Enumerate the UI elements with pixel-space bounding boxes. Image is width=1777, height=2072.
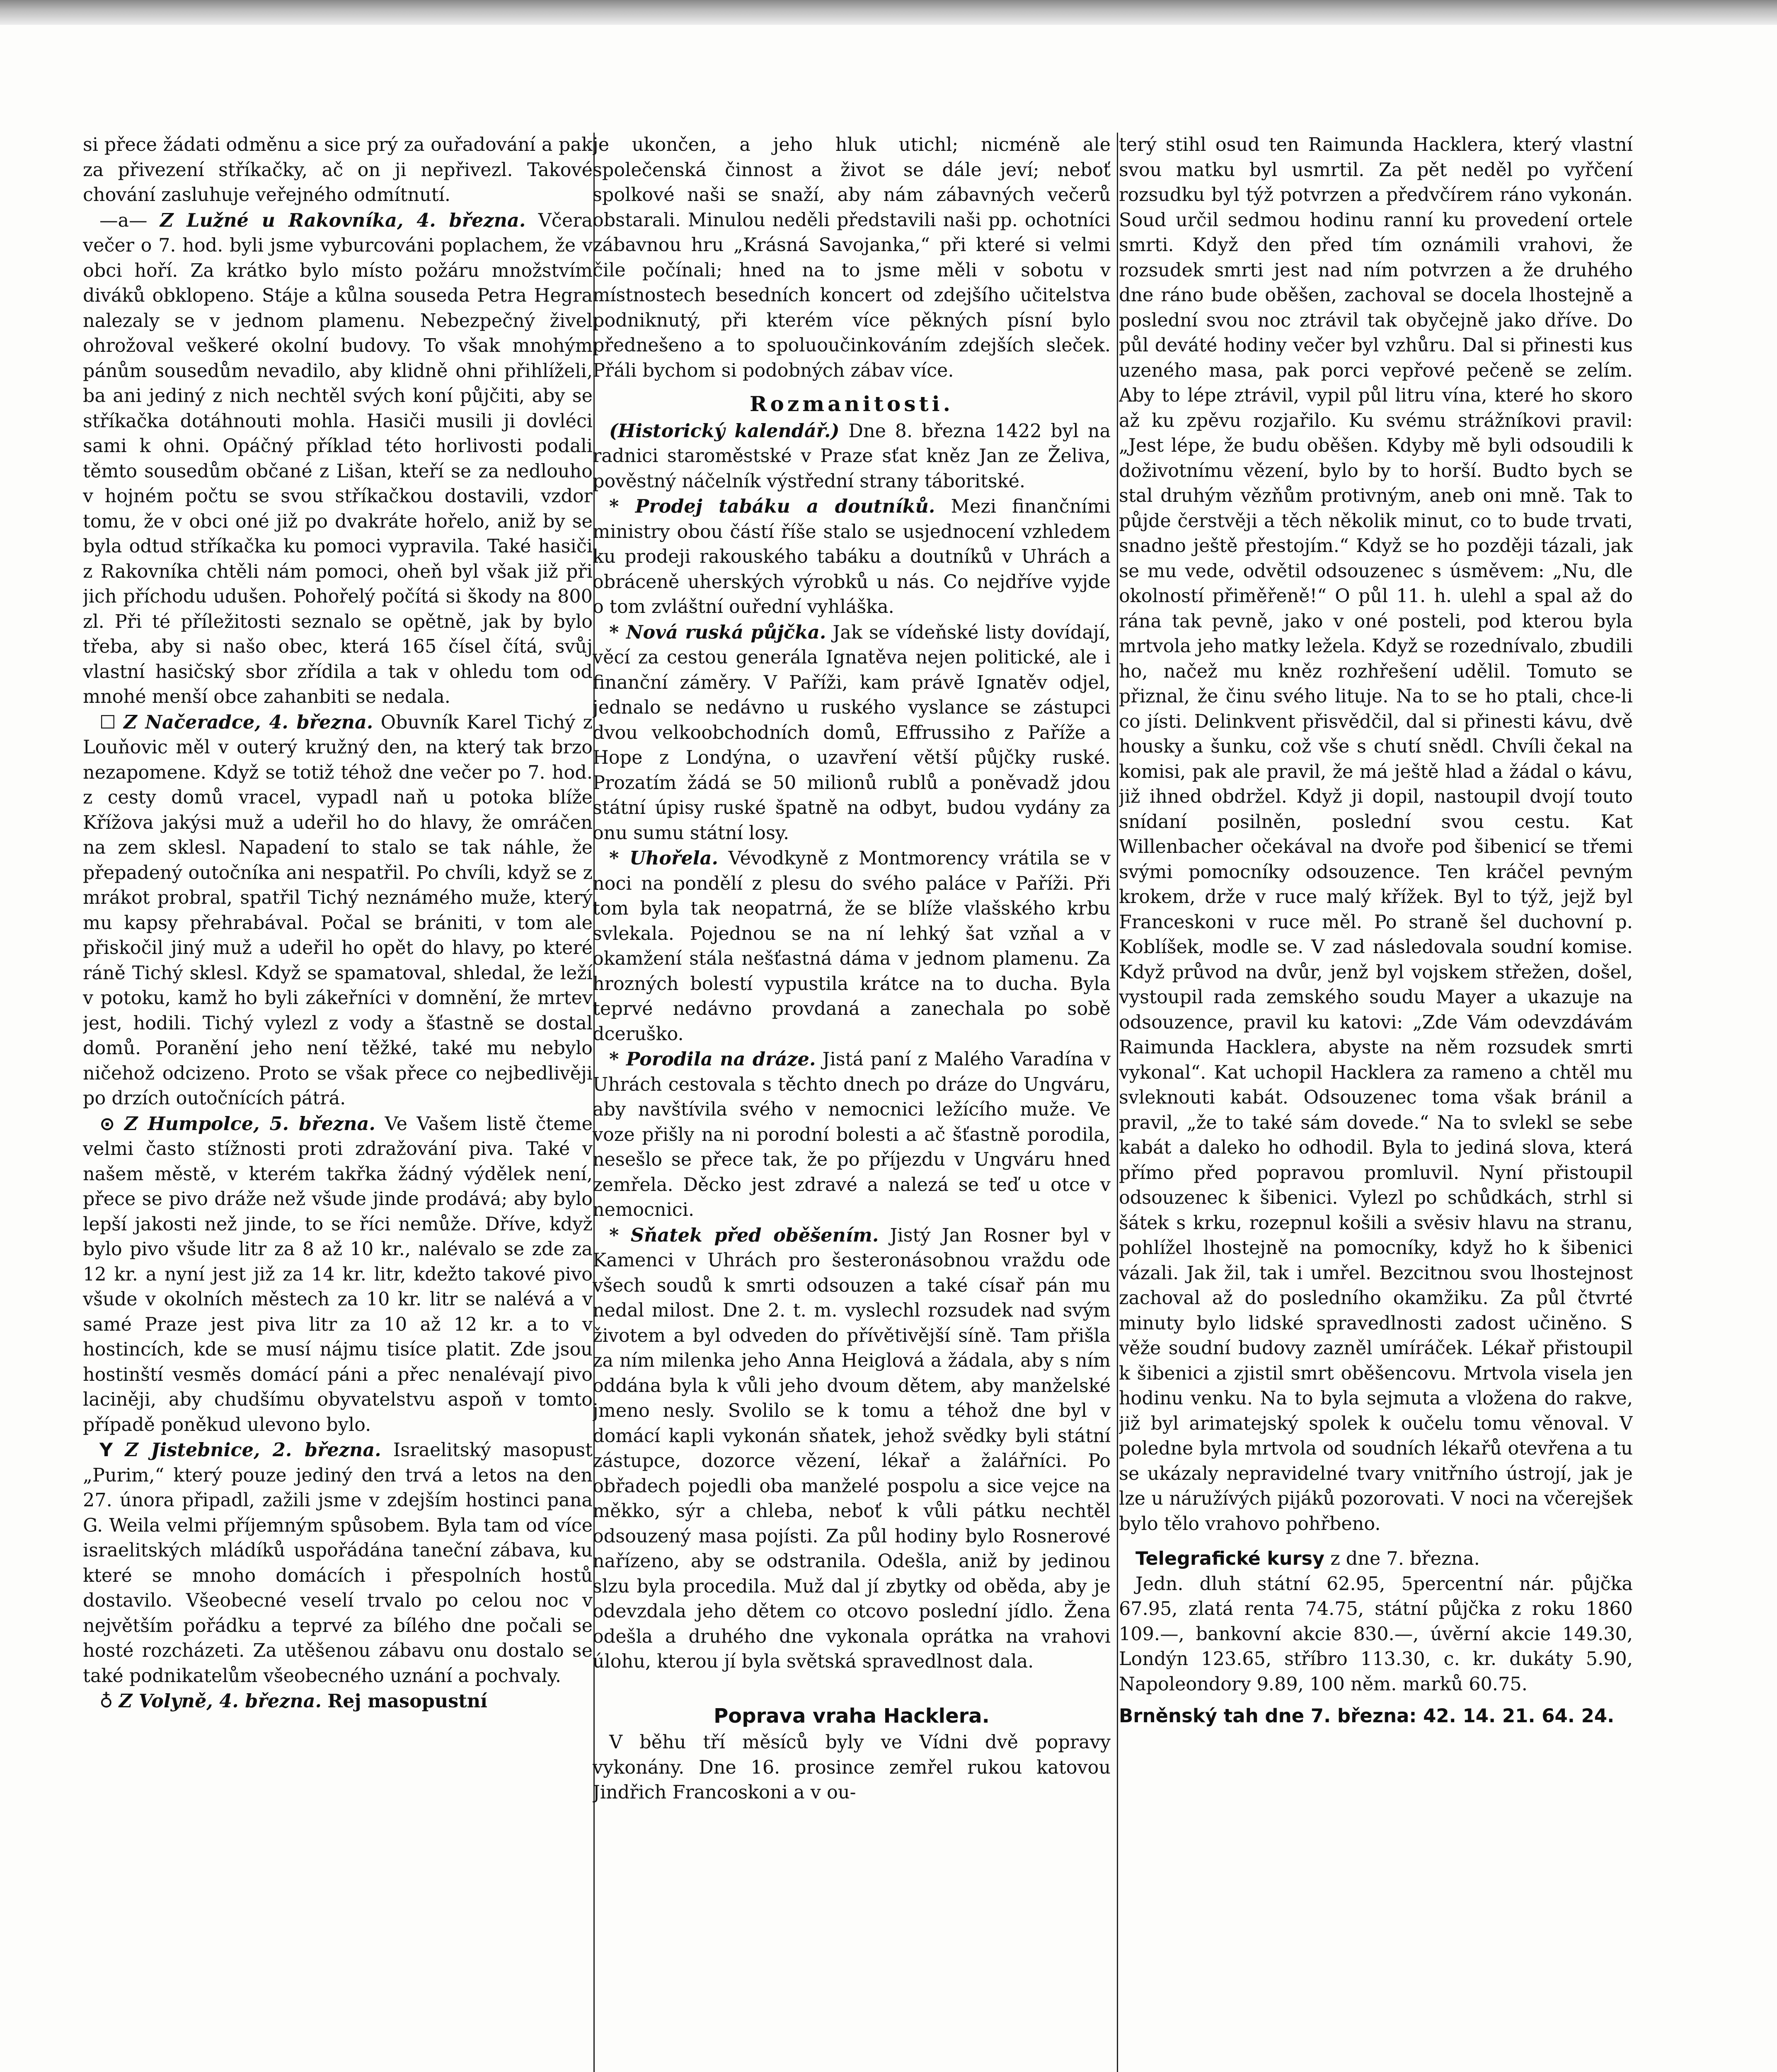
circle-dot-symbol-icon: ⊙ <box>99 1113 115 1135</box>
news-item <box>83 710 593 1111</box>
exchange-rates <box>1119 1547 1633 1572</box>
news-text: Jistý Jan Rosner byl v Kamenci v Uhrách pro šesteronásobnou vraždu ode všech soudů k smrti odsouzen a také císař pán mu nedal milost. Dne 2. t. m. vyslechl rozsudek nad svým životem a byl odveden do přívětivější síně. Tam přišla za ním milenka jeho Anna Heiglová a žádala, aby s ním oddána byla k vůli jeho dvoum dětem, aby manželské jmeno nesly. Svolilo se k tomu a téhož dne byl v domácí kapli vykonán sňatek, jehož svědky byli státní zástupce, dozorce vězení, lékař a žalářníci. Po obřadech pojedli oba manželé pospolu a sice vejce na měkko, sýr a chleba, neboť k vůli pátku nechtěl odsouzený masa pojísti. Za půl hodiny bylo Rosnerové nařízeno, aby se odstranila. Odešla, aniž by jedinou slzu byla procedila. Muž dal jí zbytky od oběda, aby je odevzdala jeho dětem co otcovo poslední jídlo. Žena odešla a druhého dne vykonala oprátka na vrahovi úlohu, kterou jí byla světská spravedlnost dala. <box>593 1225 1111 1672</box>
news-text: Jak se vídeňské listy dovídají, věcí za cestou generála Ignatěva nejen politické, ale i finanční záměry. V Paříži, kam právě Ignatěv odjel, jednalo se nedávno u ruského vyslance se zástupci dvou velkoobchodních domů, Effrussiho z Paříže a Hope z Londýna, o uzavření větší půjčky ruské. Prozatím žádá se 50 milionů rublů a poněvadž jdou státní úpisy ruské špatně na odbyt, budou vydány za onu sumu státní losy. <box>593 622 1111 844</box>
item-lead: * Sňatek před oběšením. <box>609 1224 879 1246</box>
news-item <box>593 1047 1111 1223</box>
square-symbol-icon: ☐ <box>99 712 116 733</box>
news-item <box>593 620 1111 846</box>
y-symbol-icon: Y <box>99 1440 113 1461</box>
dateline: Z Jistebnice, 2. března. <box>125 1439 381 1461</box>
author-sign: —a— <box>99 210 148 231</box>
item-lead: (Historický kalendář.) <box>609 420 840 442</box>
exchange-rates-heading: Telegrafické kursy <box>1135 1548 1325 1569</box>
news-text: Dne 8. března 1422 byl na radnici staroměstské v Praze sťat kněz Jan ze Želiva, pověstný náčelník výstřední strany táboritské. <box>593 420 1111 492</box>
dateline: Z Volyně, 4. března. <box>119 1690 322 1712</box>
news-text: Rej masopustní <box>327 1690 488 1712</box>
news-text: Israelitský masopust „Purim,“ který pouze jediný den trvá a letos na den 27. února připadl, zažili jsme v zdejším hostinci pana G. Weila velmi příjemným spůsobem. Byla tam od více israelitských mládíků uspořádána taneční zábava, ku které se mnoho domácích i přespolních hostů dostavilo. Všeobecné veselí trvalo po celou noc v největším pořádku a teprvé za bílého dne počali se hosté rozcházeti. Za utěšenou zábavu onu dostalo se také podnikatelům všeobecného uznání a pochvaly. <box>83 1440 593 1687</box>
exchange-rates-text: Jedn. dluh státní 62.95, 5percentní nár. půjčka 67.95, zlatá renta 74.75, státní půjčka z roku 1860 109.—, bankovní akcie 830.—, úvěrní akcie 149.30, Londýn 123.65, stříbro 113.30, c. kr. dukáty 5.90, Napoleondory 9.89, 100 něm. marků 60.75. <box>1119 1573 1633 1695</box>
item-lead: * Nová ruská půjčka. <box>609 621 826 643</box>
item-lead: * Prodej tabáku a doutníků. <box>609 496 935 517</box>
news-paragraph: je ukončen, a jeho hluk utichl; nicméně ale společenská činnost a život se dále jeví; neboť spolkové naši se snaží, aby nám zábavných večerů obstarali. Minulou neděli představili naši pp. ochotníci zábavnou hru „Krásná Savojanka,“ při které si velmi čile počínali; hned na to jsme měli v sobotu v místnostech besedních koncert od zdejšího učitelstva podniknutý, při kterém více pěkných písní bylo přednešeno a to spoluoučinkováním zdejších sleček. Přáli bychom si podobných zábav více. <box>593 134 1111 381</box>
dateline: Z Humpolce, 5. března. <box>124 1113 375 1135</box>
column-3 <box>1119 133 1633 2072</box>
news-text: Včera večer o 7. hod. byli jsme vyburcováni poplachem, že v obci hoří. Za krátko bylo místo požáru množstvím diváků obklopeno. Stáje a kůlna souseda Petra Hegra nalezaly se v jednom plamenu. Nebezpečný živel ohrožoval veškeré okolní budovy. To však mnohým pánům sousedům nevadilo, aby klidně ohni přihlíželi, ba ani jediný z nich nechtěl svých koní půjčiti, aby se stříkačka dotáhnouti mohla. Hasiči musili ji dovléci sami k ohni. Opáčný příklad této horlivosti podali těmto sousedům občané z Lišan, kteří se za nedlouho v hojném počtu se svou stříkačkou dostavili, vzdor tomu, že v obci oné již po dvakráte hořelo, aniž by se byla odtud stříkačka ku pomoci vypravila. Také hasiči z Rakovníka chtěli nám pomoci, oheň byl však již při jich příchodu udušen. Pohořelý počítá si škody na 800 zl. Při té příležitosti seznalo se opětně, jak by bylo třeba, aby si našo obec, která 165 čísel čítá, svůj vlastní hasičský sbor zřídila a tak v ohledu tom od mnohé menší obce zahanbiti se nedala. <box>83 210 593 707</box>
item-lead: * Porodila na dráze. <box>609 1048 816 1070</box>
news-text: Mezi finančními ministry obou částí říše stalo se usjednocení vzhledem ku prodeji rakouského tabáku a doutníků v Uhrách a obráceně uherských výrobků u nás. Co nejdříve vyjde o tom zvláštní ouřední vyhláška. <box>593 496 1111 617</box>
article-paragraph: V běhu tří měsíců byly ve Vídni dvě popravy vykonány. Dne 16. prosince zemřel rukou katovou Jindřich Francoskoni a v ou- <box>593 1732 1111 1803</box>
column-1 <box>83 133 593 2072</box>
news-text: Ve Vašem listě čteme velmi často stížnosti proti zdražování piva. Také v našem městě, v kterém takřka žádný výdělek není, přece se pivo dráže než všude jinde prodává; aby bylo lepší jakosti než jinde, to se říci nemůže. Dříve, když bylo pivo všude litr za 8 až 10 kr., nalévalo se zde za 12 kr. a nyní jest již za 14 kr. litr, kdežto takové pivo všude v okolních městech za 10 kr. litr se nalévá a v samé Praze jest piva litr za 10 až 12 kr. a to v hostincích, kde se musí nájmu tisíce platit. Zde jsou hostinští vesměs domácí páni a přec nenalévají pivo laciněji, aby chudšímu obyvatelstvu aspoň v tomto případě poněkud ulevono bylo. <box>83 1113 593 1435</box>
news-item <box>83 1438 593 1689</box>
news-item <box>83 1689 593 1714</box>
lottery-results: Brněnský tah dne 7. března: 42. 14. 21. 64. 24. <box>1119 1705 1615 1727</box>
column-2 <box>593 133 1111 2072</box>
news-item <box>593 1223 1111 1675</box>
scan-edge-shadow <box>0 0 1777 25</box>
dateline: Z Lužné u Rakovníka, 4. března. <box>160 209 526 231</box>
news-item <box>83 208 593 710</box>
news-paragraph: si přece žádati odměnu a sice prý za ouřadování a pak za přivezení stříkačky, ač on ji nepřivezl. Takové chování zasluhuje veřejného odmítnutí. <box>83 134 593 206</box>
news-item <box>593 419 1111 494</box>
article-heading: Poprava vraha Hacklera. <box>714 1704 990 1728</box>
dateline: Z Načeradce, 4. března. <box>123 711 373 733</box>
news-text: Jistá paní z Malého Varadína v Uhrách cestovala s těchto dnech po dráze do Ungváru, aby navštívila svého v nemocnici ležícího muže. Ve voze přišly na ni porodní bolesti a ač šťastně porodila, nesešlo se přece tak, že po příjezdu v Ungváru hned zemřela. Děcko jest zdravé a nalezá se teď u otce v nemocnici. <box>593 1049 1111 1220</box>
news-text: Vévodkyně z Montmorency vrátila se v noci na pondělí z plesu do svého paláce v Paříži. Při tom byla tak neopatrná, že se blíže vlašského krbu svlekala. Pojednou se na ní lehký šat vzňal a v okamžení stála nešťastná dáma v jednom plamenu. Za hrozných bolestí vypustila krátce na to ducha. Byla teprvé nedávno provdaná a zanechala po sobě dceruško. <box>593 848 1111 1045</box>
column-rule <box>1117 133 1118 2072</box>
news-item <box>593 494 1111 620</box>
item-lead: * Uhořela. <box>609 847 718 869</box>
earth-symbol-icon: ♁ <box>99 1691 113 1712</box>
exchange-rates-date: z dne 7. března. <box>1330 1548 1480 1569</box>
news-text: Obuvník Karel Tichý z Louňovic měl v outerý kružný den, na který tak brzo nezapomene. Když se totiž téhož dne večer po 7. hod. z cesty domů vracel, vypadl naň u potoka blíže Křížova jakýsi muž a udeřil ho do hlavy, že omráčen na zem sklesl. Napadení to stalo se tak náhle, že přepadený outočníka ani nespatřil. Po chvíli, když se z mrákot probral, spatřil Tichý neznámého muže, který mu kapsy přehrabával. Počal se brániti, v tom ale přiskočil jiný muž a udeřil ho opět do hlavy, po které ráně Tichý sklesl. Když se spamatoval, shledal, že leží v potoku, kamž ho byli zákeřníci v domnění, že mrtev jest, hodili. Tichý vylezl z vody a šťastně se dostal domů. Poranění jeho není těžké, také mu nebylo ničehož odcizeno. Proto se však přece co nejbedlivěji po drzích outočnících pátrá. <box>83 712 593 1109</box>
article-paragraph: terý stihl osud ten Raimunda Hacklera, který vlastní svou matku byl usmrtil. Za pět neděl po vyřčení rozsudku byl týž potvrzen a předvčírem ráno vykonán. Soud určil sedmou hodinu ranní ku provedení ortele smrti. Když den před tím oznámili vrahovi, že rozsudek smrti jest nad ním potvrzen a že druhého dne ráno bude oběšen, zachoval se docela lhostejně a poslední svou noc ztrávil tak obyčejně jako dříve. Do půl deváté hodiny večer byl vzhůru. Dal si přinesti kus uzeného masa, pak porci vepřové pečeně se zelím. Aby to lépe ztrávil, vypil půl litru vína, které ho skoro až ku zpěvu rozjařilo. Ku svému strážníkovi pravil: „Jest lépe, že budu oběšen. Kdyby mě byli odsoudili k doživotnímu vězení, bylo by to horší. Budto bych se stal druhým vězňům protivným, aneb oni mně. Tak to půjde čerstvěji a těch několik minut, co to bude trvati, snadno ještě přestojím.“ Když se ho později tázali, jak se mu vede, odvětil odsouzenec s úsměvem: „Nu, dle okolností přiměřeně!“ O půl 11. h. ulehl a spal až do rána tak pevně, jako v oné posteli, pod kterou byla mrtvola jeho matky ležela. Když se rozednívalo, zbudili ho, načež mu kněz rozhřešení udělil. Tomuto se přiznal, že činu svého lituje. Na to se ho ptali, chce-li co jísti. Delinkvent přisvědčil, dal si přinesti kávu, dvě housky a šunku, což vše s chutí snědl. Chvíli čekal na komisi, pak ale pravil, že má ještě hlad a žádal o kávu, již ihned obdržel. Když ji dopil, nastoupil dvojí touto snídaní posilněn, poslední svou cestu. Kat Willenbacher očekával na dvoře pod šibenicí se třemi svými pomocníky odsouzence. Ten kráčel pevným krokem, drže v ruce malý křížek. Byl to týž, jejž byl Franceskoni v ruce měl. Po straně šel duchovní p. Koblíšek, modle se. V zad následovala soudní komise. Když průvod na dvůr, jenž byl vojskem střežen, došel, vystoupil rada zemského soudu Mayer a ukazuje na odsouzence, pravil ku katovi: „Zde Vám odevzdávám Raimunda Hacklera, abyste na něm rozsudek smrti vykonal“. Kat uchopil Hacklera za rameno a chtěl mu svleknouti kabát. Odsouzenec toma však bránil a pravil, „že to také sám dovede.“ Na to svlekl se sebe kabát a daleko ho odhodil. Byla to jediná slova, která přímo před popravou promluvil. Nyní přistoupil odsouzenec k šibenici. Vylezl po schůdkách, strhl si šátek s krku, rozepnul košili a svěsiv hlavu na stranu, pohlížel lhostejně na pomocníky, když ho k šibenici vázali. Jak žil, tak i umřel. Bezcitnou svou lhostejnost zachoval až do posledního okamžiku. Za půl čtvrté minuty bylo lidské spravedlnosti zadost učiněno. S věže soudní budovy zazněl umíráček. Lékař přistoupil k šibenici a zjistil smrt oběšencovu. Mrtvola visela jen hodinu venku. Na to byla sejmuta a vložena do rakve, již byl arimatejský spolek k oučelu tomu věnoval. V poledne byla mrtvola od soudních lékařů otevřena a tu se ukázaly nepravidelné tvary vnitřního ústrojí, jak je lze u náružívých pijáků pozorovati. V noci na včerejšek bylo tělo vrahovo pohřbeno. <box>1119 134 1633 1535</box>
news-item <box>83 1111 593 1438</box>
news-item <box>593 846 1111 1047</box>
section-heading: Rozmanitosti. <box>749 392 954 416</box>
